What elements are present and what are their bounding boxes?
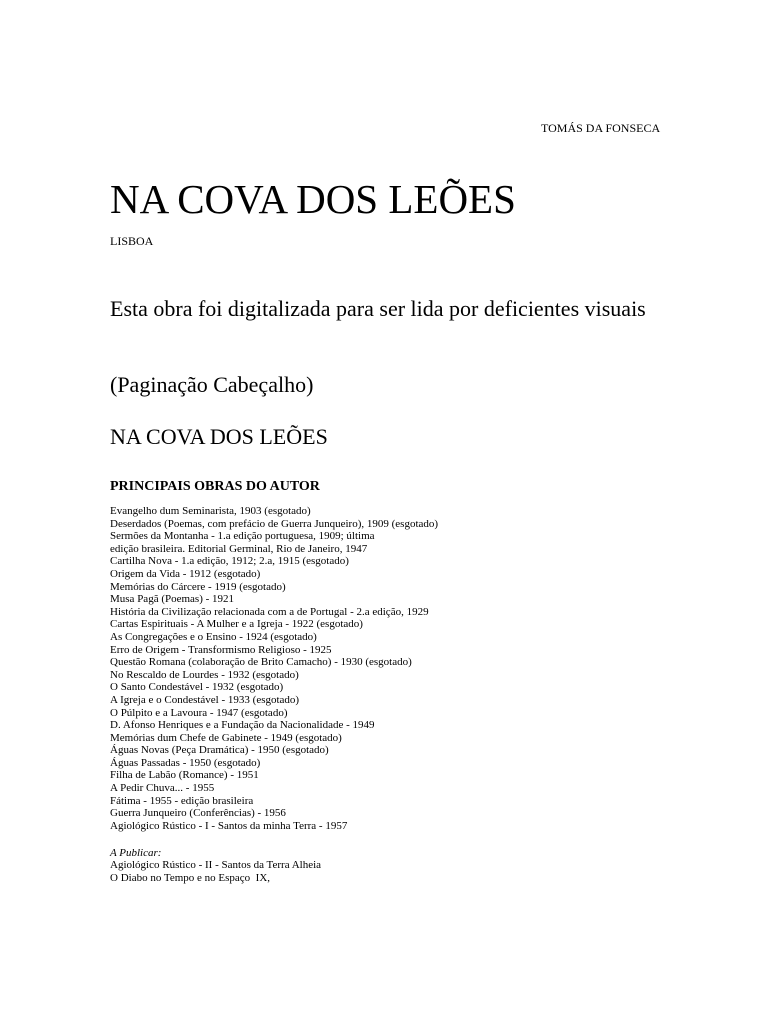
work-item: Memórias do Cárcere - 1919 (esgotado)	[110, 580, 286, 593]
forthcoming-item: Agiológico Rústico - II - Santos da Terra Alheia	[110, 859, 322, 871]
work-item: Questão Romana (colaboração de Brito Camacho) - 1930 (esgotado)	[110, 656, 412, 669]
forthcoming-item: O Diabo no Tempo e no Espaço IX,	[110, 871, 271, 884]
work-item: Agiológico Rústico - I - Santos da minha Terra - 1957	[110, 819, 348, 832]
accessibility-notice: Esta obra foi digitalizada para ser lida por deficientes visuais	[110, 296, 646, 321]
book-title: NA COVA DOS LEÕES	[110, 176, 516, 222]
work-item: D. Afonso Henriques e a Fundação da Nacionalidade - 1949	[110, 719, 375, 732]
work-item: A Igreja e o Condestável - 1933 (esgotado)	[110, 693, 300, 706]
book-subtitle: NA COVA DOS LEÕES	[110, 424, 328, 449]
forthcoming-label: A Publicar:	[110, 847, 162, 859]
work-item: O Santo Condestável - 1932 (esgotado)	[110, 681, 284, 694]
work-item: Deserdados (Poemas, com prefácio de Guerra Junqueiro), 1909 (esgotado)	[110, 517, 439, 530]
work-item: Cartilha Nova - 1.a edição, 1912; 2.a, 1915 (esgotado)	[110, 555, 349, 568]
work-item: Origem da Vida - 1912 (esgotado)	[110, 567, 261, 580]
work-item: Águas Passadas - 1950 (esgotado)	[110, 756, 261, 769]
forthcoming-list	[110, 859, 321, 884]
pagination-note: (Paginação Cabeçalho)	[110, 372, 314, 397]
work-item: A Pedir Chuva... - 1955	[110, 782, 215, 795]
work-item: Cartas Espirituais - A Mulher e a Igreja - 1922 (esgotado)	[110, 618, 363, 631]
work-item: Águas Novas (Peça Dramática) - 1950 (esgotado)	[110, 744, 329, 757]
work-item: No Rescaldo de Lourdes - 1932 (esgotado)	[110, 668, 299, 681]
work-item: Musa Pagã (Poemas) - 1921	[110, 593, 235, 606]
work-item: Erro de Origem - Transformismo Religioso - 1925	[110, 643, 332, 656]
work-item: As Congregações e o Ensino - 1924 (esgotado)	[110, 630, 317, 643]
work-item: Memórias dum Chefe de Gabinete - 1949 (esgotado)	[110, 731, 342, 744]
work-item: Guerra Junqueiro (Conferências) - 1956	[110, 807, 286, 820]
work-item: Evangelho dum Seminarista, 1903 (esgotado)	[110, 505, 311, 517]
work-item: História da Civilização relacionada com a de Portugal - 2.a edição, 1929	[110, 605, 429, 618]
work-item: Filha de Labão (Romance) - 1951	[110, 769, 259, 782]
work-item: edição brasileira. Editorial Germinal, Rio de Janeiro, 1947	[110, 542, 368, 555]
work-item: O Púlpito e a Lavoura - 1947 (esgotado)	[110, 706, 288, 719]
work-item: Fátima - 1955 - edição brasileira	[110, 794, 254, 807]
author-name: TOMÁS DA FONSECA	[541, 121, 661, 135]
work-item: Sermões da Montanha - 1.a edição portuguesa, 1909; última	[110, 530, 375, 543]
works-list	[110, 505, 438, 832]
publication-place: LISBOA	[110, 234, 154, 248]
works-heading: PRINCIPAIS OBRAS DO AUTOR	[110, 479, 320, 494]
